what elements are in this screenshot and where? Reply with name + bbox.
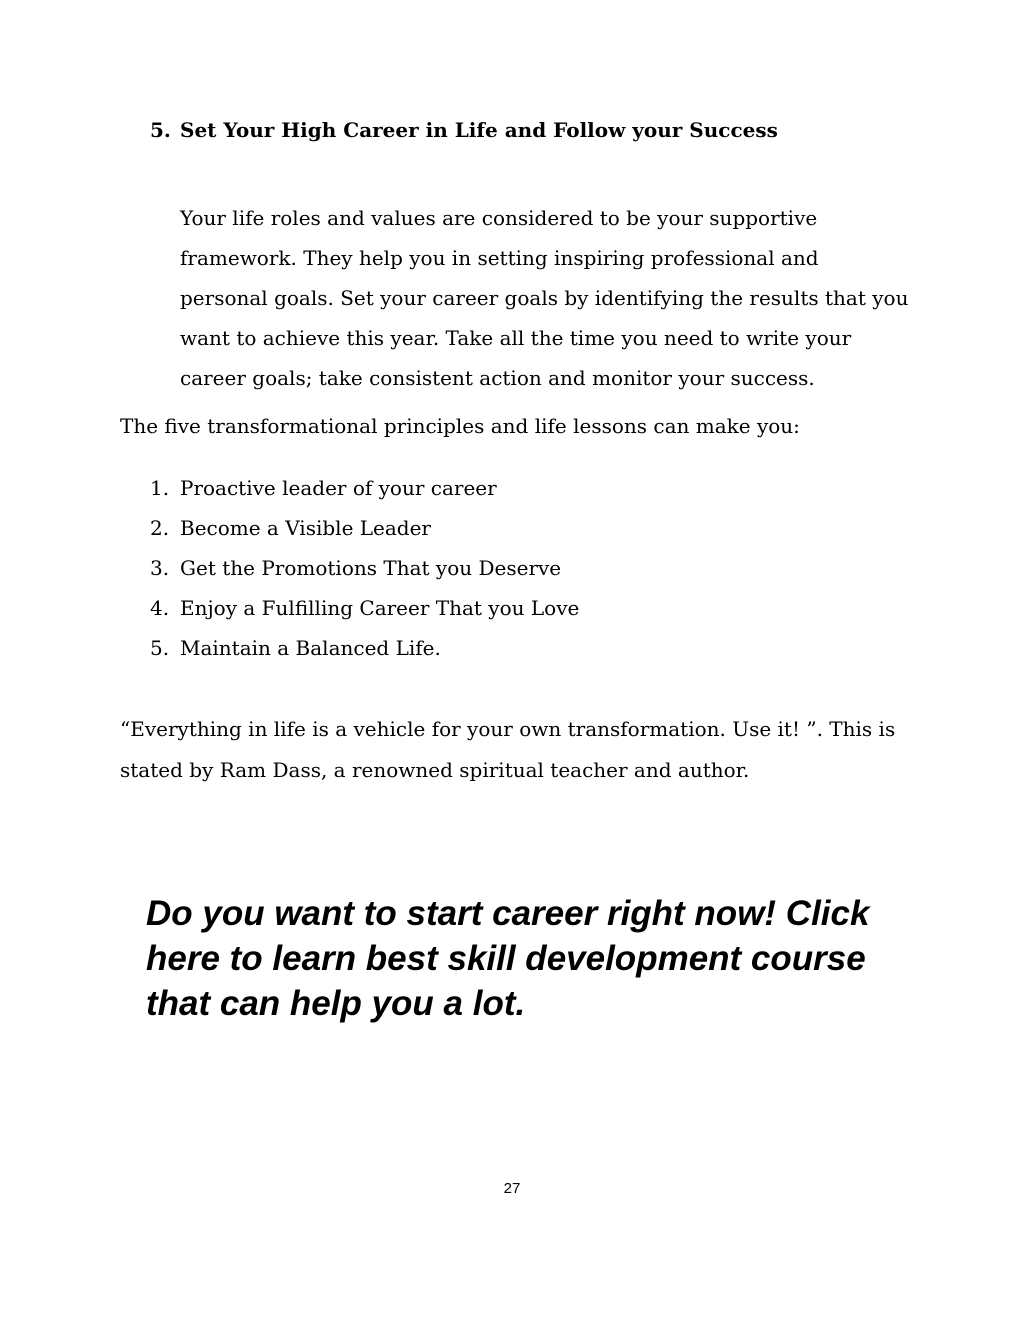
list-item [150, 508, 579, 548]
section-heading [150, 118, 778, 142]
list-item [150, 628, 579, 668]
list-item-text: Proactive leader of your career [180, 476, 497, 500]
lessons-intro: The five transformational principles and life lessons can make you: [120, 414, 800, 438]
page-number: 27 [503, 1180, 521, 1197]
list-item-number: 5. [150, 636, 170, 660]
list-item-number: 2. [150, 516, 170, 540]
list-item [150, 588, 579, 628]
list-item-text: Get the Promotions That you Deserve [180, 556, 562, 580]
section-number: 5. [150, 118, 171, 142]
list-item-number: 1. [150, 476, 170, 500]
list-item-number: 4. [150, 596, 170, 620]
list-item [150, 548, 579, 588]
list-item [150, 468, 579, 508]
list-item-text: Enjoy a Fulfilling Career That you Love [180, 596, 580, 620]
ram-dass-quote: “Everything in life is a vehicle for your own transformation. Use it! ”. This is stated by Ram Dass, a renowned spiritual teacher and author. [120, 717, 896, 782]
list-item-text: Maintain a Balanced Life. [180, 636, 441, 660]
lessons-list [150, 468, 579, 668]
section-title: Set Your High Career in Life and Follow your Success [180, 118, 778, 142]
skill-course-link[interactable]: Do you want to start career right now! Click here to learn best skill development course that can help you a lot. [146, 894, 870, 1023]
list-item-text: Become a Visible Leader [180, 516, 431, 540]
section-paragraph: Your life roles and values are considered to be your supportive framework. They help you in setting inspiring professional and personal goals. Set your career goals by identifying the results that you want to achieve this year. Take all the time you need to write your career goals; take consistent action and monitor your success. [180, 206, 909, 390]
list-item-number: 3. [150, 556, 170, 580]
